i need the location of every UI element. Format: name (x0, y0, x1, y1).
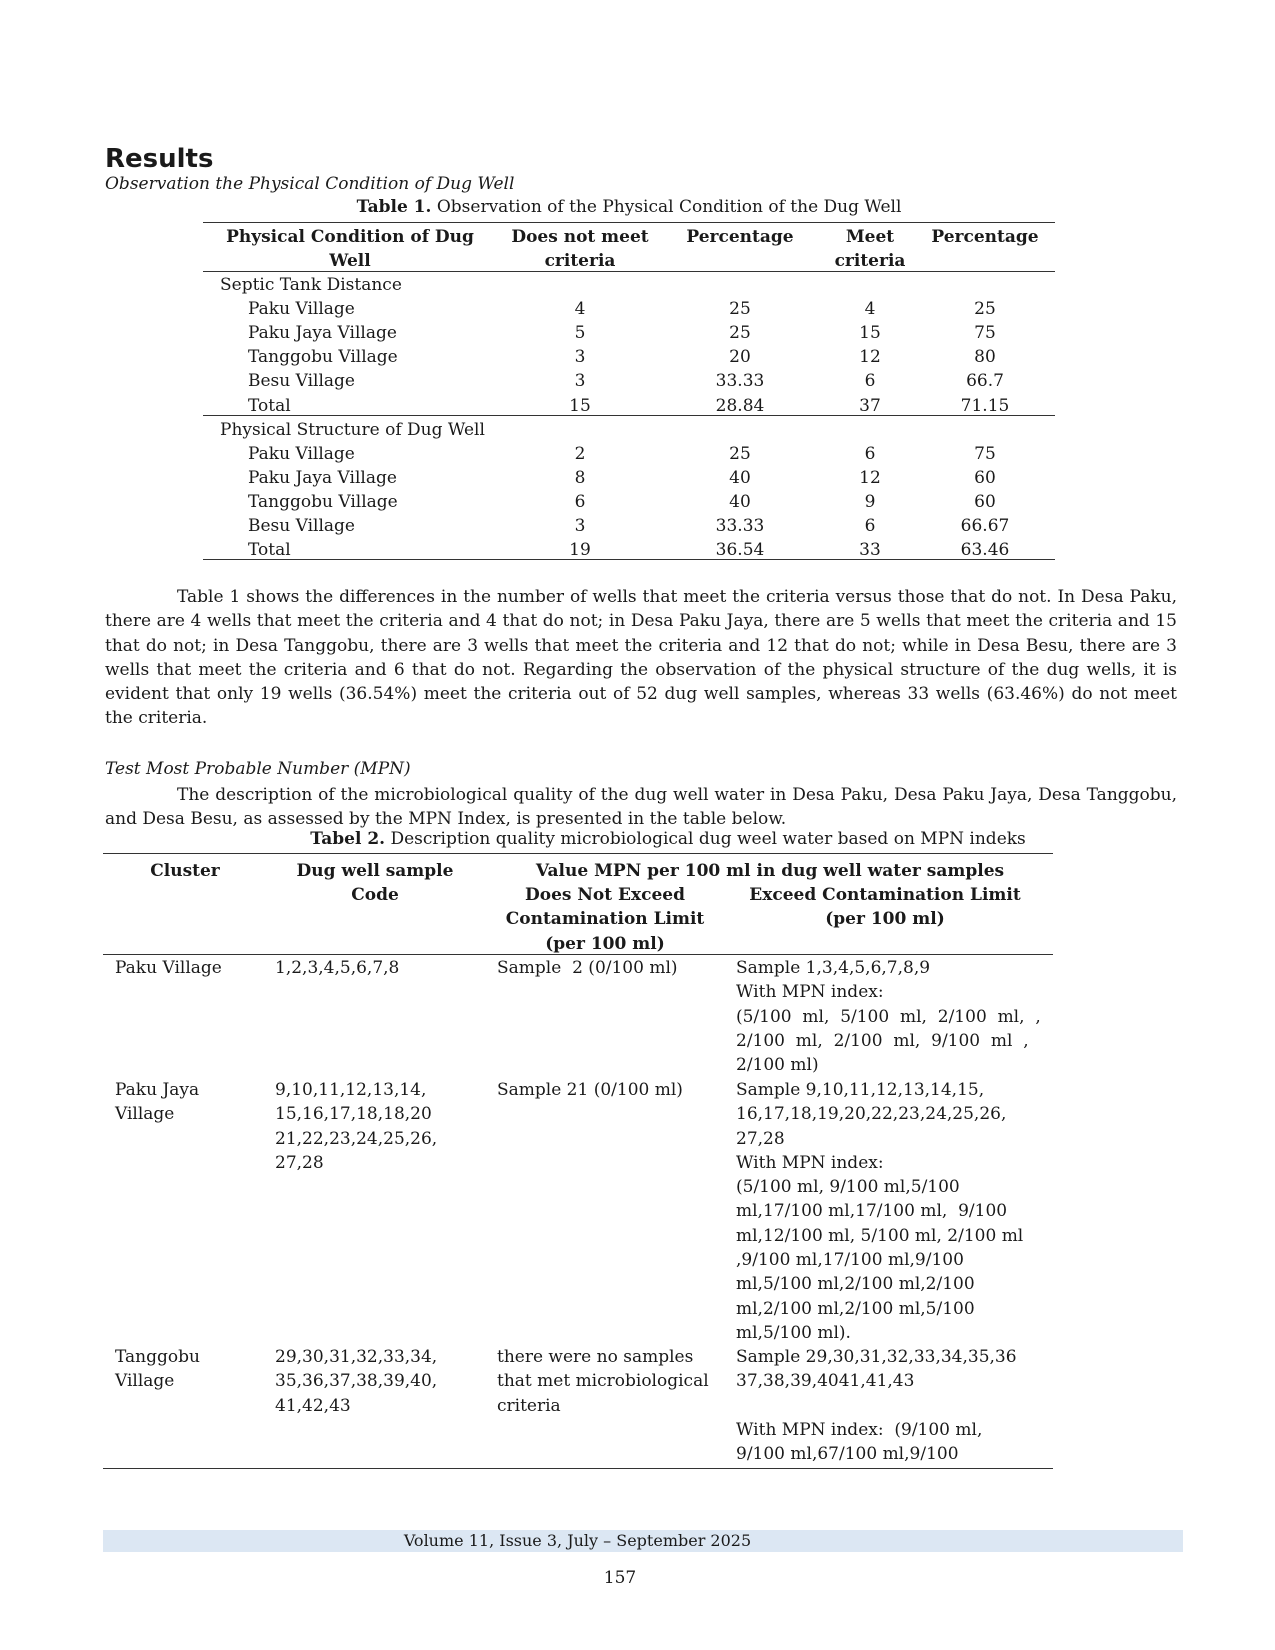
table1-cell: 60 (974, 491, 996, 512)
table1-group-title: Physical Structure of Dug Well (220, 419, 485, 440)
table1-cell: 6 (864, 371, 876, 392)
table1-row-label: Besu Village (248, 516, 355, 536)
table1-row-label: Paku Jaya Village (248, 323, 397, 344)
table1-cell: 40 (729, 491, 751, 512)
table1-cell: 3 (574, 516, 586, 536)
table2-cluster: Paku Village (115, 958, 222, 978)
table2-header-not-exceed: Does Not Exceed Contamination Limit (per 100 ml) (505, 885, 705, 954)
table2-cluster: Tanggobu Village (115, 1347, 200, 1392)
table1-header-not-meet: Does not meet criteria (511, 227, 649, 271)
table1-cell: 4 (864, 299, 876, 320)
table1-cell: 5 (574, 323, 586, 344)
table1-top-rule (203, 222, 1055, 223)
table2-exceed: Sample 1,3,4,5,6,7,8,9 With MPN index: (5/100 ml, 5/100 ml, 2/100 ml, , 2/100 ml, 2/100 ml, 9/100 ml , 2/100 ml) (736, 958, 1041, 1076)
table2-caption-text: Description quality microbiological dug weel water based on MPN indeks (385, 829, 1026, 849)
table2-header-code: Dug well sample Code (296, 861, 454, 906)
table2-caption (278, 829, 1058, 849)
table1-header-condition: Physical Condition of Dug Well (226, 227, 474, 271)
table1-cell: 60 (974, 467, 996, 488)
table1-row-label: Tanggobu Village (248, 491, 398, 512)
table2-not-exceed: there were no samples that met microbiological criteria (497, 1347, 709, 1416)
table2-sample-codes: 29,30,31,32,33,34, 35,36,37,38,39,40, 41,42,43 (275, 1347, 438, 1416)
table1-row-label: Paku Jaya Village (248, 467, 397, 488)
table1-cell: 15 (859, 323, 881, 344)
paragraph-table1-discussion: Table 1 shows the differences in the number of wells that meet the criteria versus those that do not. In Desa Paku, there are 4 wells that meet the criteria and 4 that do not; in Desa Paku Jaya, there are 5 wells that meet the criteria and 15 that do not; in Desa Tanggobu, there are 3 wells that meet the criteria and 12 that do not; while in Desa Besu, there are 3 wells that meet the criteria and 6 that do not. Regarding the observation of the physical structure of the dug wells, it is evident that only 19 wells (36.54%) meet the criteria out of 52 dug well samples, whereas 33 wells (63.46%) do not meet the criteria. (105, 587, 1177, 729)
page-number: 157 (603, 1568, 637, 1588)
table1-cell: 63.46 (960, 540, 1010, 561)
table1-cell: 6 (864, 516, 876, 536)
table1-cell: 75 (974, 323, 996, 344)
table1-cell: 15 (569, 395, 591, 416)
table2-bottom-rule (103, 1468, 1053, 1469)
table1-caption (203, 197, 1055, 217)
table2-header-mpn-value: Value MPN per 100 ml in dug well water samples (535, 861, 1005, 881)
table1-row-label: Paku Village (248, 299, 355, 320)
table1-cell: 71.15 (960, 395, 1010, 416)
table1-cell: 40 (729, 467, 751, 488)
paragraph-mpn-intro: The description of the microbiological quality of the dug well water in Desa Paku, Desa Paku Jaya, Desa Tanggobu, and Desa Besu, as assessed by the MPN Index, is presented in the table below. (105, 785, 1177, 830)
table1-cell: 3 (574, 371, 586, 392)
table2-header-exceed: Exceed Contamination Limit (per 100 ml) (749, 885, 1021, 930)
table1-header-percentage-not-meet: Percentage (686, 227, 794, 247)
table1-cell: 80 (974, 347, 996, 368)
table1-row-label: Total (248, 395, 291, 416)
subsection-title-physical: Observation the Physical Condition of Dug Well (105, 174, 515, 194)
table2-header-cluster: Cluster (150, 861, 220, 881)
table1-cell: 20 (729, 347, 751, 368)
table1-cell: 19 (569, 540, 591, 561)
table2-sample-codes: 9,10,11,12,13,14, 15,16,17,18,18,20 21,22,23,24,25,26, 27,28 (275, 1080, 438, 1173)
table1-header-meet: Meet criteria (834, 227, 906, 271)
table2-top-rule (103, 853, 1053, 854)
table1-cell: 12 (859, 467, 881, 488)
table1-row-label: Besu Village (248, 371, 355, 392)
table1-cell: 37 (859, 395, 881, 416)
table1-cell: 33 (859, 540, 881, 561)
table1-cell: 2 (574, 443, 586, 464)
table1-cell: 33.33 (715, 371, 765, 392)
table2-cluster: Paku Jaya Village (115, 1080, 200, 1125)
table2-caption-label: Tabel 2. (310, 829, 386, 849)
table1-cell: 4 (574, 299, 586, 320)
footer-volume: Volume 11, Issue 3, July – September 2025 (403, 1531, 752, 1550)
table1-header-percentage-meet: Percentage (931, 227, 1039, 247)
table1-cell: 75 (974, 443, 996, 464)
table2-sample-codes: 1,2,3,4,5,6,7,8 (275, 958, 400, 978)
table1-cell: 6 (864, 443, 876, 464)
table1-row-label: Total (248, 540, 291, 561)
table1-caption-label: Table 1. (356, 197, 432, 217)
table1-row-label: Tanggobu Village (248, 347, 398, 368)
table1-cell: 6 (574, 491, 586, 512)
table1-group-title: Septic Tank Distance (220, 275, 402, 295)
table1-cell: 25 (729, 299, 751, 320)
table1-cell: 36.54 (715, 540, 765, 561)
table2-not-exceed: Sample 21 (0/100 ml) (497, 1080, 683, 1100)
table1-cell: 25 (729, 443, 751, 464)
table1-cell: 33.33 (715, 516, 765, 536)
subsection-title-mpn: Test Most Probable Number (MPN) (105, 759, 411, 779)
table1-cell: 25 (729, 323, 751, 344)
table1-cell: 66.7 (966, 371, 1004, 392)
table1-cell: 8 (574, 467, 586, 488)
table1-cell: 66.67 (960, 516, 1010, 536)
table1-cell: 9 (864, 491, 876, 512)
table1-cell: 12 (859, 347, 881, 368)
table2-exceed: Sample 9,10,11,12,13,14,15, 16,17,18,19,20,22,23,24,25,26, 27,28 With MPN index: (5/100 ml, 9/100 ml,5/100 ml,17/100 ml,17/100 ml, 9/100 ml,12/100 ml, 5/100 ml, 2/100 ml ,9/100 ml,17/100 ml,9/100 ml,5/100 ml,2/100 ml,2/100 ml,2/100 ml,2/100 ml,5/100 ml,5/100 ml). (736, 1080, 1024, 1343)
table1-cell: 3 (574, 347, 586, 368)
table1-cell: 28.84 (715, 395, 765, 416)
table1-cell: 25 (974, 299, 996, 320)
table1-caption-text: Observation of the Physical Condition of the Dug Well (431, 197, 902, 217)
table2-not-exceed: Sample 2 (0/100 ml) (497, 958, 678, 978)
table1-row-label: Paku Village (248, 443, 355, 464)
table2-exceed: Sample 29,30,31,32,33,34,35,36 37,38,39,4041,41,43 With MPN index: (9/100 ml, 9/100 ml,67/100 ml,9/100 (736, 1347, 1017, 1465)
section-title: Results (105, 144, 214, 174)
